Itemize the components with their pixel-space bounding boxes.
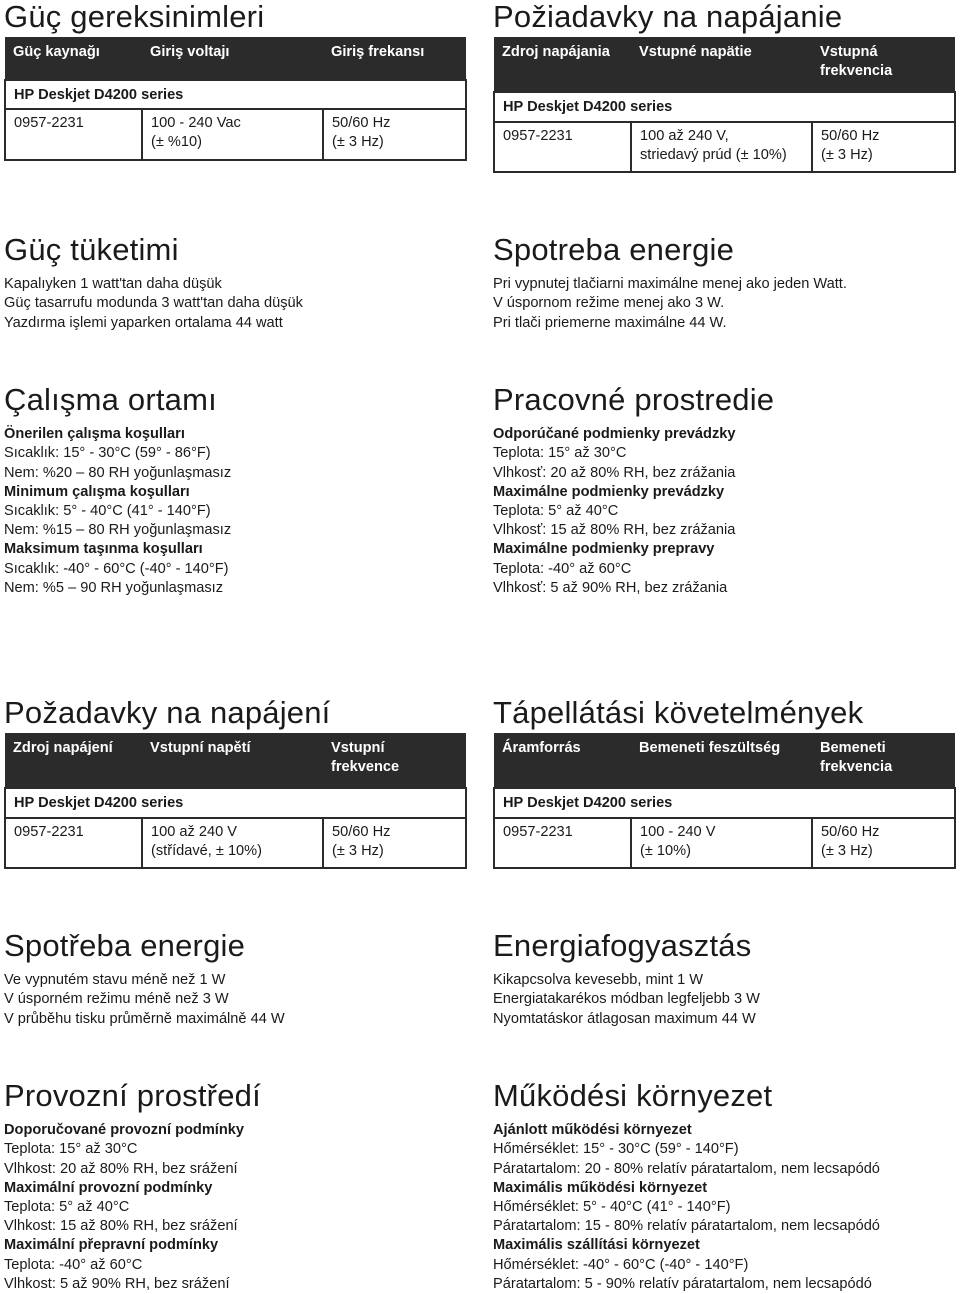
column-header: Giriş frekansı [323,37,466,80]
spec-line: Hőmérséklet: 15° - 30°C (59° - 140°F) [493,1141,739,1158]
line-list [493,275,956,333]
subheading: Maximális működési környezet [493,1179,708,1196]
table-cell: 100 až 240 V, striedavý prúd (± 10%) [631,122,812,172]
subheading: Minimum çalışma koşulları [4,483,190,500]
spec-line: Vlhkosť: 5 až 90% RH, bez zrážania [493,579,728,596]
section-title: Spotřeba energie [4,928,246,963]
power-consumption-sk [493,233,956,333]
spec-line: Sıcaklık: -40° - 60°C (-40° - 140°F) [4,560,229,577]
subheading: Maximális szállítási környezet [493,1237,700,1254]
operating-environment-sk [493,383,956,598]
column-header: Áramforrás [494,733,631,788]
section-title: Provozní prostředí [4,1078,261,1113]
spec-line: Teplota: 15° až 30°C [493,445,627,462]
table-header-row [494,733,955,788]
spec-line: Vlhkost: 15 až 80% RH, bez srážení [4,1218,238,1235]
spec-line: V průběhu tisku průměrně maximálně 44 W [4,1010,285,1027]
table-header-row [494,37,955,92]
section-title: Güç gereksinimleri [4,0,265,34]
table-row [494,122,955,172]
line-list [4,971,467,1029]
section-title: Tápellátási követelmények [493,695,864,730]
spec-line: Ve vypnutém stavu méně než 1 W [4,972,226,989]
column-header: Vstupná frekvencia [812,37,955,92]
model-name: HP Deskjet D4200 series [5,80,466,109]
table-cell: 100 - 240 Vac (± %10) [142,109,323,159]
spec-line: Nem: %15 – 80 RH yoğunlaşmasız [4,522,232,539]
table-cell: 50/60 Hz (± 3 Hz) [812,122,955,172]
operating-environment-tr [4,383,467,598]
spec-line: Teplota: -40° až 60°C [4,1256,143,1273]
spec-line: Vlhkost: 5 až 90% RH, bez srážení [4,1275,230,1292]
section-title: Požadavky na napájení [4,695,331,730]
table-row [494,788,955,817]
section-title: Spotreba energie [493,232,735,267]
table-header-row [5,37,466,80]
subheading: Maximálne podmienky prepravy [493,541,715,558]
table-cell: 50/60 Hz (± 3 Hz) [323,818,466,868]
spec-line: Teplota: 5° až 40°C [493,502,619,519]
model-name: HP Deskjet D4200 series [494,92,955,121]
table-header-row [5,733,466,788]
table-cell: 0957-2231 [5,109,142,159]
spec-line: Güç tasarrufu modunda 3 watt'tan daha düşük [4,295,303,312]
power-consumption-cz [4,929,467,1029]
operating-environment-hu [493,1079,956,1294]
power-table [4,733,467,869]
spec-line: Vlhkosť: 20 až 80% RH, bez zrážania [493,464,736,481]
column-header: Bemeneti feszültség [631,733,812,788]
spec-line: Pri vypnutej tlačiarni maximálne menej ako jeden Watt. [493,276,847,293]
spec-line: Energiatakarékos módban legfeljebb 3 W [493,991,760,1008]
column-header: Zdroj napájania [494,37,631,92]
table-cell: 100 až 240 V (střídavé, ± 10%) [142,818,323,868]
table-row [5,109,466,159]
spec-line: Vlhkost: 20 až 80% RH, bez srážení [4,1160,238,1177]
operating-environment-cz [4,1079,467,1294]
spec-line: Teplota: -40° až 60°C [493,560,632,577]
column-header: Vstupní frekvence [323,733,466,788]
column-header: Güç kaynağı [5,37,142,80]
table-row [494,818,955,868]
table-cell: 50/60 Hz (± 3 Hz) [323,109,466,159]
table-cell: 50/60 Hz (± 3 Hz) [812,818,955,868]
spec-line: Vlhkosť: 15 až 80% RH, bez zrážania [493,522,736,539]
table-cell: 0957-2231 [494,818,631,868]
table-cell: 0957-2231 [494,122,631,172]
spec-line: Teplota: 15° až 30°C [4,1141,138,1158]
spec-line: Teplota: 5° až 40°C [4,1198,130,1215]
spec-line: Nyomtatáskor átlagosan maximum 44 W [493,1010,756,1027]
column-header: Vstupní napětí [142,733,323,788]
power-requirements-sk [493,0,956,180]
line-list [4,275,467,333]
section-title: Pracovné prostredie [493,382,775,417]
spec-line: Kikapcsolva kevesebb, mint 1 W [493,972,704,989]
subheading: Maximálne podmienky prevádzky [493,483,725,500]
column-header: Giriş voltajı [142,37,323,80]
power-requirements-tr [4,0,467,180]
subheading: Ajánlott működési környezet [493,1122,692,1139]
table-cell: 100 - 240 V (± 10%) [631,818,812,868]
subheading: Önerilen çalışma koşulları [4,426,185,443]
column-header: Vstupné napätie [631,37,812,92]
table-row [5,80,466,109]
line-list [4,425,467,598]
section-title: Működési környezet [493,1078,773,1113]
spec-line: Yazdırma işlemi yaparken ortalama 44 watt [4,314,283,331]
section-title: Çalışma ortamı [4,382,217,417]
spec-line: Kapalıyken 1 watt'tan daha düşük [4,276,222,293]
power-consumption-tr [4,233,467,333]
power-table [493,733,956,869]
power-table [4,37,467,161]
subheading: Maximální přepravní podmínky [4,1237,219,1254]
section-title: Požiadavky na napájanie [493,0,843,34]
line-list [493,1121,956,1294]
section-title: Güç tüketimi [4,232,179,267]
line-list [493,971,956,1029]
spec-line: Páratartalom: 5 - 90% relatív páratartalom, nem lecsapódó [493,1275,872,1292]
spec-line: Nem: %5 – 90 RH yoğunlaşmasız [4,579,223,596]
subheading: Maksimum taşınma koşulları [4,541,203,558]
model-name: HP Deskjet D4200 series [5,788,466,817]
table-cell: 0957-2231 [5,818,142,868]
power-consumption-hu [493,929,956,1029]
subheading: Doporučované provozní podmínky [4,1122,245,1139]
spec-line: Páratartalom: 20 - 80% relatív páratartalom, nem lecsapódó [493,1160,880,1177]
column-header: Bemeneti frekvencia [812,733,955,788]
table-row [5,818,466,868]
line-list [493,425,956,598]
spec-line: Pri tlači priemerne maximálne 44 W. [493,314,727,331]
model-name: HP Deskjet D4200 series [494,788,955,817]
spec-line: Sıcaklık: 5° - 40°C (41° - 140°F) [4,502,211,519]
spec-line: Sıcaklık: 15° - 30°C (59° - 86°F) [4,445,211,462]
power-requirements-hu [493,696,956,876]
line-list [4,1121,467,1294]
section-title: Energiafogyasztás [493,928,752,963]
subheading: Maximální provozní podmínky [4,1179,213,1196]
power-table [493,37,956,173]
spec-line: Nem: %20 – 80 RH yoğunlaşmasız [4,464,232,481]
table-row [5,788,466,817]
table-row [494,92,955,121]
spec-line: V úspornom režime menej ako 3 W. [493,295,725,312]
spec-line: Hőmérséklet: -40° - 60°C (-40° - 140°F) [493,1256,749,1273]
spec-line: Hőmérséklet: 5° - 40°C (41° - 140°F) [493,1198,731,1215]
column-header: Zdroj napájení [5,733,142,788]
subheading: Odporúčané podmienky prevádzky [493,426,736,443]
spec-line: Páratartalom: 15 - 80% relatív páratartalom, nem lecsapódó [493,1218,880,1235]
spec-line: V úsporném režimu méně než 3 W [4,991,229,1008]
power-requirements-cz [4,696,467,876]
